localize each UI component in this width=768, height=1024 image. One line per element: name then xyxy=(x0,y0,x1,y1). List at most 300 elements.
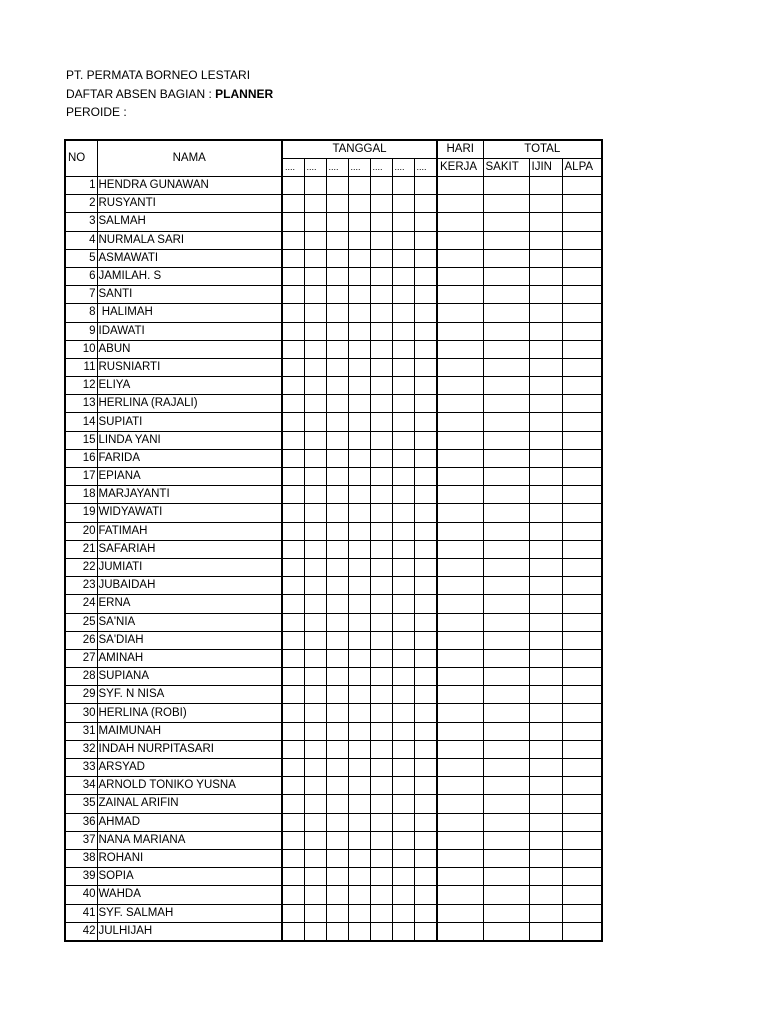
alpa-cell xyxy=(562,395,602,413)
alpa-cell xyxy=(562,795,602,813)
alpa-cell xyxy=(562,286,602,304)
employee-name: MARJAYANTI xyxy=(97,486,282,504)
date-cell xyxy=(392,231,414,249)
date-cell xyxy=(392,286,414,304)
employee-name: ABUN xyxy=(97,340,282,358)
table-row xyxy=(65,849,602,867)
date-cell xyxy=(326,686,348,704)
ijin-cell xyxy=(529,631,562,649)
date-cell xyxy=(282,522,304,540)
date-cell xyxy=(326,904,348,922)
date-cell xyxy=(282,759,304,777)
date-cell xyxy=(348,286,370,304)
column-header-hari: HARI xyxy=(437,140,483,159)
date-cell xyxy=(414,340,437,358)
workdays-cell xyxy=(437,449,483,467)
alpa-cell xyxy=(562,522,602,540)
table-row xyxy=(65,795,602,813)
ijin-cell xyxy=(529,522,562,540)
employee-name: ZAINAL ARIFIN xyxy=(97,795,282,813)
table-row xyxy=(65,504,602,522)
date-cell xyxy=(304,231,326,249)
employee-name: INDAH NURPITASARI xyxy=(97,740,282,758)
row-number: 1 xyxy=(65,177,97,195)
date-cell xyxy=(348,358,370,376)
sakit-cell xyxy=(483,831,529,849)
sakit-cell xyxy=(483,504,529,522)
workdays-cell xyxy=(437,267,483,285)
date-cell xyxy=(304,213,326,231)
column-header-sakit: SAKIT xyxy=(483,159,529,177)
ijin-cell xyxy=(529,795,562,813)
row-number: 34 xyxy=(65,777,97,795)
row-number: 35 xyxy=(65,795,97,813)
date-column-header: .... xyxy=(392,159,414,177)
date-cell xyxy=(414,504,437,522)
row-number: 23 xyxy=(65,577,97,595)
row-number: 10 xyxy=(65,340,97,358)
table-row xyxy=(65,777,602,795)
date-cell xyxy=(282,286,304,304)
employee-name: ARSYAD xyxy=(97,759,282,777)
workdays-cell xyxy=(437,249,483,267)
table-row xyxy=(65,249,602,267)
date-cell xyxy=(348,377,370,395)
date-cell xyxy=(348,631,370,649)
sakit-cell xyxy=(483,759,529,777)
workdays-cell xyxy=(437,504,483,522)
ijin-cell xyxy=(529,722,562,740)
row-number: 37 xyxy=(65,831,97,849)
workdays-cell xyxy=(437,522,483,540)
sakit-cell xyxy=(483,468,529,486)
date-cell xyxy=(392,377,414,395)
date-cell xyxy=(326,813,348,831)
alpa-cell xyxy=(562,449,602,467)
alpa-cell xyxy=(562,868,602,886)
date-cell xyxy=(348,486,370,504)
workdays-cell xyxy=(437,177,483,195)
date-cell xyxy=(392,504,414,522)
workdays-cell xyxy=(437,468,483,486)
date-cell xyxy=(304,795,326,813)
date-cell xyxy=(348,431,370,449)
ijin-cell xyxy=(529,377,562,395)
date-cell xyxy=(392,486,414,504)
date-cell xyxy=(414,395,437,413)
date-cell xyxy=(304,631,326,649)
period-label: PEROIDE : xyxy=(66,105,127,119)
date-cell xyxy=(370,831,392,849)
date-cell xyxy=(414,177,437,195)
date-cell xyxy=(304,395,326,413)
date-cell xyxy=(326,613,348,631)
date-cell xyxy=(348,249,370,267)
date-cell xyxy=(304,777,326,795)
table-header-row xyxy=(65,140,602,159)
table-row xyxy=(65,740,602,758)
row-number: 9 xyxy=(65,322,97,340)
date-cell xyxy=(304,558,326,576)
sakit-cell xyxy=(483,722,529,740)
date-cell xyxy=(282,577,304,595)
date-cell xyxy=(370,431,392,449)
date-cell xyxy=(282,340,304,358)
date-cell xyxy=(326,704,348,722)
date-cell xyxy=(326,577,348,595)
date-cell xyxy=(414,558,437,576)
date-cell xyxy=(414,777,437,795)
date-cell xyxy=(326,395,348,413)
table-row xyxy=(65,868,602,886)
row-number: 40 xyxy=(65,886,97,904)
department-name: PLANNER xyxy=(215,86,274,101)
date-cell xyxy=(392,704,414,722)
date-cell xyxy=(392,558,414,576)
ijin-cell xyxy=(529,886,562,904)
employee-name: WAHDA xyxy=(97,886,282,904)
date-cell xyxy=(370,286,392,304)
date-cell xyxy=(304,649,326,667)
employee-name: SYF. SALMAH xyxy=(97,904,282,922)
alpa-cell xyxy=(562,631,602,649)
table-row xyxy=(65,358,602,376)
date-cell xyxy=(414,904,437,922)
sakit-cell xyxy=(483,904,529,922)
sakit-cell xyxy=(483,431,529,449)
row-number: 6 xyxy=(65,267,97,285)
date-cell xyxy=(282,377,304,395)
date-cell xyxy=(282,195,304,213)
workdays-cell xyxy=(437,195,483,213)
date-cell xyxy=(414,922,437,941)
date-cell xyxy=(370,504,392,522)
date-cell xyxy=(348,813,370,831)
date-cell xyxy=(370,613,392,631)
workdays-cell xyxy=(437,795,483,813)
row-number: 33 xyxy=(65,759,97,777)
row-number: 4 xyxy=(65,231,97,249)
date-cell xyxy=(326,649,348,667)
date-cell xyxy=(326,668,348,686)
ijin-cell xyxy=(529,249,562,267)
date-cell xyxy=(392,249,414,267)
sakit-cell xyxy=(483,577,529,595)
date-cell xyxy=(370,722,392,740)
column-header-total: TOTAL xyxy=(483,140,602,159)
date-cell xyxy=(326,777,348,795)
date-cell xyxy=(326,740,348,758)
workdays-cell xyxy=(437,213,483,231)
date-cell xyxy=(414,213,437,231)
date-cell xyxy=(414,449,437,467)
date-cell xyxy=(414,849,437,867)
date-cell xyxy=(326,595,348,613)
date-cell xyxy=(282,777,304,795)
date-cell xyxy=(326,213,348,231)
alpa-cell xyxy=(562,759,602,777)
date-cell xyxy=(370,377,392,395)
sakit-cell xyxy=(483,395,529,413)
table-row xyxy=(65,613,602,631)
row-number: 30 xyxy=(65,704,97,722)
date-cell xyxy=(282,267,304,285)
date-cell xyxy=(392,631,414,649)
attendance-list-title xyxy=(66,85,273,104)
alpa-cell xyxy=(562,377,602,395)
alpa-cell xyxy=(562,504,602,522)
date-cell xyxy=(282,413,304,431)
table-row xyxy=(65,486,602,504)
sakit-cell xyxy=(483,704,529,722)
date-cell xyxy=(370,886,392,904)
date-cell xyxy=(348,449,370,467)
alpa-cell xyxy=(562,195,602,213)
ijin-cell xyxy=(529,468,562,486)
sakit-cell xyxy=(483,668,529,686)
date-cell xyxy=(348,686,370,704)
alpa-cell xyxy=(562,595,602,613)
date-cell xyxy=(282,668,304,686)
row-number: 41 xyxy=(65,904,97,922)
date-cell xyxy=(392,649,414,667)
date-cell xyxy=(326,868,348,886)
employee-name: LINDA YANI xyxy=(97,431,282,449)
table-row xyxy=(65,631,602,649)
date-cell xyxy=(348,831,370,849)
date-cell xyxy=(326,468,348,486)
ijin-cell xyxy=(529,431,562,449)
ijin-cell xyxy=(529,267,562,285)
employee-name: AHMAD xyxy=(97,813,282,831)
sakit-cell xyxy=(483,304,529,322)
ijin-cell xyxy=(529,195,562,213)
date-cell xyxy=(392,431,414,449)
date-cell xyxy=(348,704,370,722)
date-cell xyxy=(326,522,348,540)
date-cell xyxy=(414,413,437,431)
column-header-kerja: KERJA xyxy=(437,159,483,177)
employee-name: ASMAWATI xyxy=(97,249,282,267)
attendance-table xyxy=(64,139,603,942)
sakit-cell xyxy=(483,358,529,376)
alpa-cell xyxy=(562,849,602,867)
table-row xyxy=(65,449,602,467)
date-cell xyxy=(392,540,414,558)
date-cell xyxy=(304,267,326,285)
date-cell xyxy=(414,358,437,376)
date-cell xyxy=(414,649,437,667)
date-cell xyxy=(282,540,304,558)
ijin-cell xyxy=(529,286,562,304)
date-cell xyxy=(370,849,392,867)
date-cell xyxy=(348,795,370,813)
workdays-cell xyxy=(437,759,483,777)
employee-name: SA'DIAH xyxy=(97,631,282,649)
date-cell xyxy=(348,904,370,922)
attendance-rows xyxy=(65,177,602,941)
date-cell xyxy=(392,795,414,813)
row-number: 11 xyxy=(65,358,97,376)
workdays-cell xyxy=(437,777,483,795)
sakit-cell xyxy=(483,377,529,395)
employee-name: EPIANA xyxy=(97,468,282,486)
date-cell xyxy=(304,413,326,431)
workdays-cell xyxy=(437,413,483,431)
date-cell xyxy=(414,704,437,722)
date-cell xyxy=(392,595,414,613)
ijin-cell xyxy=(529,649,562,667)
date-cell xyxy=(326,540,348,558)
workdays-cell xyxy=(437,304,483,322)
date-cell xyxy=(348,613,370,631)
alpa-cell xyxy=(562,213,602,231)
row-number: 16 xyxy=(65,449,97,467)
date-cell xyxy=(304,595,326,613)
employee-name: IDAWATI xyxy=(97,322,282,340)
date-cell xyxy=(370,468,392,486)
date-cell xyxy=(282,704,304,722)
alpa-cell xyxy=(562,668,602,686)
row-number: 20 xyxy=(65,522,97,540)
row-number: 25 xyxy=(65,613,97,631)
employee-name: SUPIATI xyxy=(97,413,282,431)
date-cell xyxy=(304,177,326,195)
ijin-cell xyxy=(529,395,562,413)
date-cell xyxy=(326,267,348,285)
alpa-cell xyxy=(562,267,602,285)
alpa-cell xyxy=(562,468,602,486)
ijin-cell xyxy=(529,759,562,777)
alpa-cell xyxy=(562,577,602,595)
workdays-cell xyxy=(437,395,483,413)
date-cell xyxy=(348,195,370,213)
date-cell xyxy=(370,267,392,285)
table-row xyxy=(65,468,602,486)
alpa-cell xyxy=(562,740,602,758)
date-cell xyxy=(370,358,392,376)
date-cell xyxy=(304,340,326,358)
date-cell xyxy=(326,631,348,649)
alpa-cell xyxy=(562,813,602,831)
date-cell xyxy=(392,304,414,322)
alpa-cell xyxy=(562,904,602,922)
date-cell xyxy=(370,231,392,249)
table-row xyxy=(65,340,602,358)
ijin-cell xyxy=(529,740,562,758)
alpa-cell xyxy=(562,613,602,631)
row-number: 24 xyxy=(65,595,97,613)
sakit-cell xyxy=(483,413,529,431)
date-cell xyxy=(304,577,326,595)
date-cell xyxy=(370,558,392,576)
date-cell xyxy=(282,558,304,576)
date-cell xyxy=(326,231,348,249)
date-cell xyxy=(392,267,414,285)
date-cell xyxy=(414,540,437,558)
date-cell xyxy=(304,286,326,304)
sakit-cell xyxy=(483,649,529,667)
date-cell xyxy=(392,686,414,704)
employee-name: NANA MARIANA xyxy=(97,831,282,849)
table-row xyxy=(65,267,602,285)
date-cell xyxy=(348,668,370,686)
workdays-cell xyxy=(437,558,483,576)
date-cell xyxy=(414,322,437,340)
table-row xyxy=(65,649,602,667)
date-cell xyxy=(414,686,437,704)
date-cell xyxy=(326,886,348,904)
employee-name: JUMIATI xyxy=(97,558,282,576)
workdays-cell xyxy=(437,886,483,904)
date-cell xyxy=(348,231,370,249)
table-row xyxy=(65,213,602,231)
date-cell xyxy=(304,904,326,922)
sakit-cell xyxy=(483,686,529,704)
date-cell xyxy=(370,577,392,595)
table-row xyxy=(65,595,602,613)
date-cell xyxy=(392,195,414,213)
table-row xyxy=(65,686,602,704)
date-cell xyxy=(414,795,437,813)
table-row xyxy=(65,922,602,941)
row-number: 38 xyxy=(65,849,97,867)
employee-name: JUBAIDAH xyxy=(97,577,282,595)
date-cell xyxy=(370,904,392,922)
date-cell xyxy=(282,613,304,631)
workdays-cell xyxy=(437,358,483,376)
date-cell xyxy=(370,595,392,613)
workdays-cell xyxy=(437,540,483,558)
date-cell xyxy=(326,322,348,340)
row-number: 27 xyxy=(65,649,97,667)
column-header-alpa: ALPA xyxy=(562,159,602,177)
row-number: 19 xyxy=(65,504,97,522)
ijin-cell xyxy=(529,668,562,686)
date-cell xyxy=(370,868,392,886)
ijin-cell xyxy=(529,231,562,249)
date-cell xyxy=(348,886,370,904)
employee-name: SALMAH xyxy=(97,213,282,231)
workdays-cell xyxy=(437,740,483,758)
date-cell xyxy=(370,195,392,213)
date-cell xyxy=(326,831,348,849)
sakit-cell xyxy=(483,922,529,941)
date-cell xyxy=(414,267,437,285)
date-cell xyxy=(392,322,414,340)
sakit-cell xyxy=(483,740,529,758)
date-cell xyxy=(392,449,414,467)
alpa-cell xyxy=(562,358,602,376)
date-cell xyxy=(414,759,437,777)
date-cell xyxy=(414,577,437,595)
date-cell xyxy=(326,249,348,267)
column-header-tanggal: TANGGAL xyxy=(282,140,437,159)
date-cell xyxy=(304,831,326,849)
alpa-cell xyxy=(562,777,602,795)
date-cell xyxy=(326,504,348,522)
date-cell xyxy=(282,431,304,449)
date-cell xyxy=(348,267,370,285)
date-cell xyxy=(414,868,437,886)
alpa-cell xyxy=(562,704,602,722)
alpa-cell xyxy=(562,304,602,322)
alpa-cell xyxy=(562,540,602,558)
date-cell xyxy=(370,795,392,813)
employee-name: SANTI xyxy=(97,286,282,304)
date-cell xyxy=(304,813,326,831)
date-cell xyxy=(304,759,326,777)
